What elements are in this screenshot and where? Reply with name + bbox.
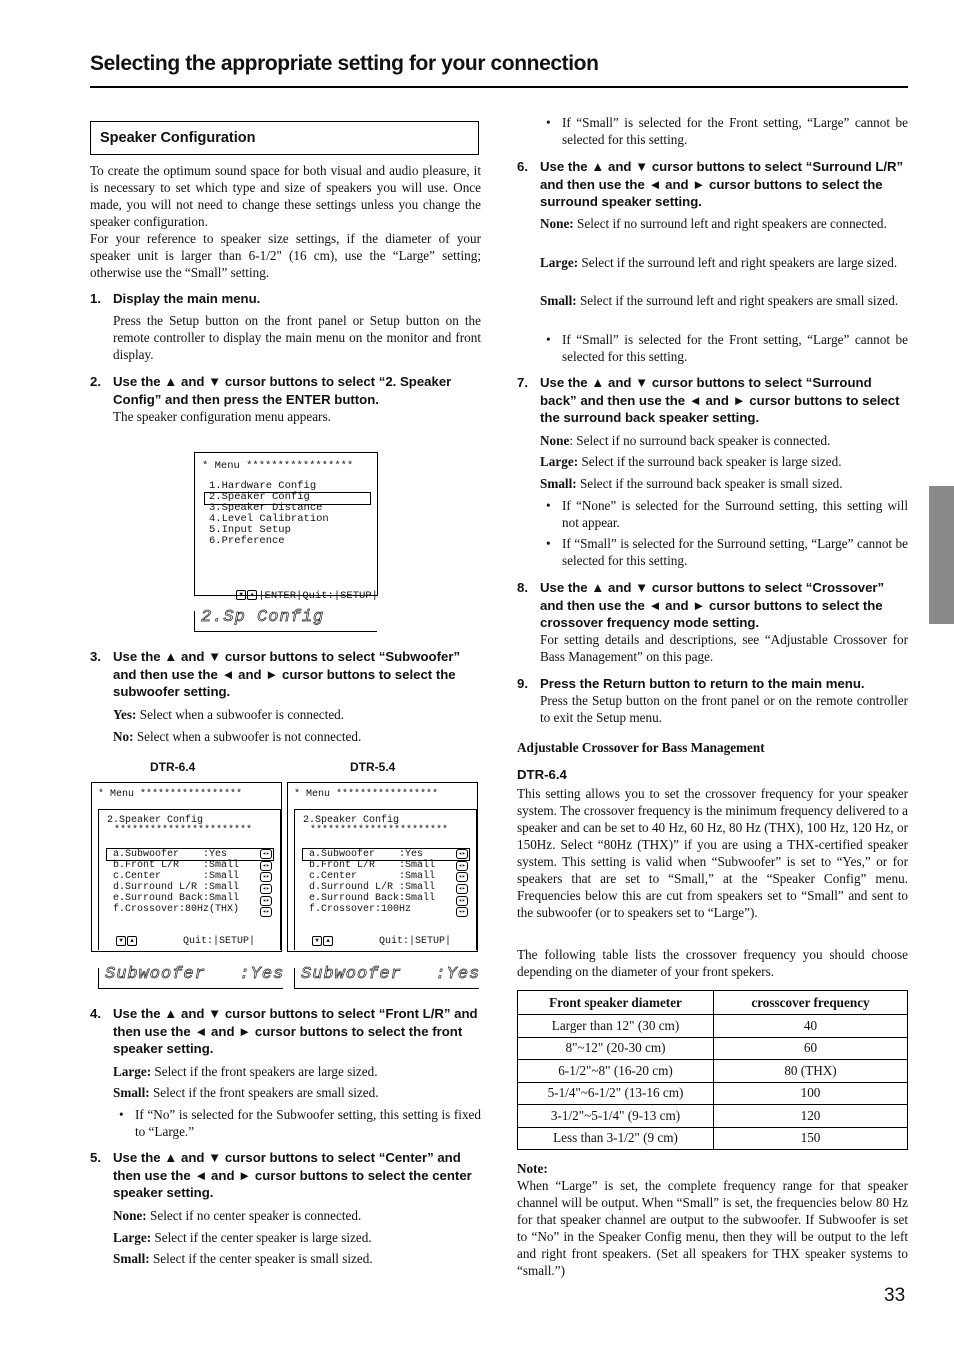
step-8-title — [517, 579, 908, 632]
table-cell-frequency: 150 — [714, 1127, 908, 1150]
table-row — [518, 1105, 908, 1128]
table-cell-diameter: 8"~12" (20-30 cm) — [518, 1037, 714, 1060]
step-8-title-text: Use the ▲ and ▼ cursor buttons to select “Crossover” and then use the ◄ and ► cursor buttons to select the crossover frequency mode setting. — [540, 580, 885, 630]
step-3-yes — [113, 706, 481, 723]
step-5-number: 5. — [90, 1150, 101, 1165]
table-cell-diameter: 3-1/2"~5-1/4" (9-13 cm) — [518, 1105, 714, 1128]
screen-a-lr-icons — [260, 849, 272, 919]
section-heading-box — [90, 121, 479, 155]
step-5-title-text: Use the ▲ and ▼ cursor buttons to select “Center” and then use the ◄ and ► cursor buttons to select the center speaker setting. — [113, 1150, 472, 1200]
left-right-icon: ◂▸ — [260, 907, 272, 917]
page-number: 33 — [884, 1285, 906, 1306]
step-5-large — [113, 1229, 481, 1246]
step-4-small — [113, 1084, 481, 1101]
speaker-config-screen-dtr64 — [91, 782, 282, 952]
screen-b-footer: Quit:|SETUP| — [379, 936, 452, 947]
step-7-number: 7. — [517, 375, 528, 390]
table-cell-frequency: 120 — [714, 1105, 908, 1128]
down-arrow-icon: ▼ — [312, 936, 322, 946]
left-right-icon: ◂▸ — [456, 849, 468, 859]
step-7-bullet-2: • If “Small” is selected for the Surround setting, “Large” cannot be selected for this setting. — [517, 535, 908, 569]
table-cell-frequency: 80 (THX) — [714, 1060, 908, 1083]
screen-a-caption: DTR-6.4 — [150, 760, 196, 774]
step-6-small — [540, 292, 908, 309]
step-1-body: Press the Setup button on the front panel or Setup button on the remote controller to display the main menu on the monitor and front display. — [113, 313, 481, 362]
table-intro: The following table lists the crossover frequency you should choose depending on the diameter of your front spekers. — [517, 947, 908, 979]
table-row — [518, 1037, 908, 1060]
up-arrow-icon: ▲ — [323, 936, 333, 946]
left-right-icon: ◂▸ — [456, 884, 468, 894]
step-8-body: For setting details and descriptions, see “Adjustable Crossover for Bass Management” on this page. — [540, 632, 908, 664]
up-arrow-icon: ▲ — [247, 590, 257, 600]
note-body: When “Large” is set, the complete frequency range for that speaker channel will be output. When “Small” is set, the frequencies below 80 Hz for that speaker channel are output to the subwoofer. If Subwoofer is set to “No” in the Speaker Config menu, then they will be output to the left and right front speakers. (Set all speakers for THX speaker systems to “small.”) — [517, 1178, 908, 1278]
front-display-lcd — [194, 608, 377, 632]
step-6-number: 6. — [517, 159, 528, 174]
note-label: Note: — [517, 1161, 548, 1176]
left-right-icon: ◂▸ — [260, 849, 272, 859]
screen-a-lcd-text: Subwoofer :Yes — [105, 965, 285, 984]
speaker-config-screen-dtr54 — [287, 782, 478, 952]
step-7-none-text: : Select if no surround back speaker is connected. — [569, 433, 831, 448]
step-9-body: Press the Setup button on the front panel or on the remote controller to exit the Setup menu. — [540, 693, 908, 725]
step-6-none — [540, 215, 908, 232]
table-row — [518, 1015, 908, 1038]
table-header-frequency: crosscover frequency — [714, 991, 908, 1015]
screen-a-nav-icons — [116, 936, 138, 948]
table-row — [518, 1082, 908, 1105]
screen-b-row-6: f.Crossover:100Hz — [309, 904, 412, 915]
step-4-bullet: • If “No” is selected for the Subwoofer setting, this setting is fixed to “Large.” — [90, 1106, 481, 1140]
table-row — [518, 1060, 908, 1083]
step-6-title — [517, 158, 908, 211]
step-4-small-text: Select if the front speakers are small sized. — [149, 1085, 379, 1100]
screen-b-header: * Menu ***************** — [294, 789, 439, 800]
side-tab-marker — [929, 486, 954, 624]
screen-b-row-2: b.Front L/R :Small — [309, 860, 436, 871]
step-5-small — [113, 1250, 481, 1267]
up-arrow-icon: ▲ — [127, 936, 137, 946]
screen-a-row-3: c.Center :Small — [113, 871, 240, 882]
step-1-title-text: Display the main menu. — [113, 291, 261, 306]
step-1-title — [90, 290, 481, 308]
step-3-title — [90, 648, 481, 701]
table-cell-frequency: 40 — [714, 1015, 908, 1038]
step-5-large-label: Large: — [113, 1230, 152, 1245]
menu-header: * Menu ***************** — [202, 460, 354, 472]
left-right-icon: ◂▸ — [260, 861, 272, 871]
down-arrow-icon: ▼ — [236, 590, 246, 600]
front-display-text: 2.Sp Config — [201, 608, 325, 627]
table-row — [518, 1127, 908, 1150]
screen-b-lcd-text: Subwoofer :Yes — [301, 965, 481, 984]
step-3-number: 3. — [90, 649, 101, 664]
main-menu-screen — [194, 452, 378, 602]
step-6-none-label: None: — [540, 216, 574, 231]
screen-a-header: * Menu ***************** — [98, 789, 243, 800]
step-5-large-text: Select if the center speaker is large sized. — [151, 1230, 372, 1245]
screen-b-lcd — [294, 965, 481, 989]
screen-b-nav-icons — [312, 936, 334, 948]
step-7-none — [540, 432, 908, 449]
screen-a-lcd — [98, 965, 285, 989]
step-6-bullet: • If “Small” is selected for the Front setting, “Large” cannot be selected for this setting. — [517, 331, 908, 365]
crossover-heading: Adjustable Crossover for Bass Management — [517, 740, 765, 755]
screen-a-row-4: d.Surround L/R :Small — [113, 882, 240, 893]
left-right-icon: ◂▸ — [260, 884, 272, 894]
step-7-small — [540, 475, 908, 492]
step-4-number: 4. — [90, 1006, 101, 1021]
step-5-title — [90, 1149, 481, 1202]
table-cell-diameter: Less than 3-1/2" (9 cm) — [518, 1127, 714, 1150]
menu-item-3: 3.Speaker Distance — [209, 502, 323, 514]
left-right-icon: ◂▸ — [260, 896, 272, 906]
step-7-title — [517, 374, 908, 427]
screen-b-title: 2.Speaker Config — [303, 815, 400, 826]
step-6-title-text: Use the ▲ and ▼ cursor buttons to select “Surround L/R” and then use the ◄ and ► cursor buttons to select the surround speaker setting. — [540, 159, 904, 209]
step-9-number: 9. — [517, 676, 528, 691]
menu-item-1: 1.Hardware Config — [209, 480, 317, 492]
left-right-icon: ◂▸ — [456, 896, 468, 906]
step-7-large-label: Large: — [540, 454, 579, 469]
screen-a-row-5: e.Surround Back:Small — [113, 893, 240, 904]
step-1-number: 1. — [90, 291, 101, 306]
step-7-small-label: Small: — [540, 476, 577, 491]
step-2-title — [90, 373, 481, 408]
step-4-large — [113, 1063, 481, 1080]
step-4-title — [90, 1005, 481, 1058]
step-3-no-label: No: — [113, 729, 134, 744]
page-title: Selecting the appropriate setting for your connection — [90, 52, 599, 75]
screen-a-stars: *********************** — [114, 825, 253, 836]
step-4-large-text: Select if the front speakers are large sized. — [151, 1064, 378, 1079]
front-setting-bullet: • If “Small” is selected for the Front setting, “Large” cannot be selected for this setting. — [517, 114, 908, 148]
menu-footer-text: |ENTER|Quit:|SETUP| — [258, 589, 378, 602]
step-9-title — [517, 675, 908, 693]
step-5-small-label: Small: — [113, 1251, 150, 1266]
step-3-title-text: Use the ▲ and ▼ cursor buttons to select “Subwoofer” and then use the ◄ and ► cursor buttons to select the subwoofer setting. — [113, 649, 461, 699]
title-rule — [90, 86, 908, 88]
step-2-body: The speaker configuration menu appears. — [113, 409, 331, 424]
crossover-table — [517, 990, 908, 1150]
step-3-yes-text: Select when a subwoofer is connected. — [136, 707, 345, 722]
intro-paragraph-2: For your reference to speaker size settings, if the diameter of your speaker unit is larger than 6-1/2" (16 cm), use the “Large” setting; otherwise use the “Small” setting. — [90, 231, 481, 280]
section-heading: Speaker Configuration — [100, 130, 256, 146]
step-6-large-text: Select if the surround left and right speakers are large sized. — [578, 255, 898, 270]
step-5-none — [113, 1207, 481, 1224]
step-5-none-label: None: — [113, 1208, 147, 1223]
screen-b-row-4: d.Surround L/R :Small — [309, 882, 436, 893]
left-right-icon: ◂▸ — [456, 861, 468, 871]
step-9-title-text: Press the Return button to return to the main menu. — [540, 676, 865, 691]
step-3-yes-label: Yes: — [113, 707, 137, 722]
step-2-title-text: Use the ▲ and ▼ cursor buttons to select “2. Speaker Config” and then press the ENTER button. — [113, 374, 452, 407]
step-6-large — [540, 254, 908, 271]
table-cell-frequency: 100 — [714, 1082, 908, 1105]
menu-item-2: 2.Speaker Config — [209, 491, 310, 503]
table-cell-frequency: 60 — [714, 1037, 908, 1060]
table-cell-diameter: Larger than 12" (30 cm) — [518, 1015, 714, 1038]
screen-a-row-6: f.Crossover:80Hz(THX) — [113, 904, 240, 915]
step-4-title-text: Use the ▲ and ▼ cursor buttons to select “Front L/R” and then use the ◄ and ► cursor buttons to select the front speaker setting. — [113, 1006, 478, 1056]
screen-b-row-3: c.Center :Small — [309, 871, 436, 882]
screen-b-lr-icons — [456, 849, 468, 919]
step-5-small-text: Select if the center speaker is small sized. — [149, 1251, 373, 1266]
left-right-icon: ◂▸ — [260, 872, 272, 882]
screen-b-stars: *********************** — [310, 825, 449, 836]
step-2-number: 2. — [90, 374, 101, 389]
step-7-none-label: None — [540, 433, 570, 448]
menu-item-4: 4.Level Calibration — [209, 513, 329, 525]
step-3-no — [113, 728, 481, 745]
step-3-no-text: Select when a subwoofer is not connected. — [133, 729, 362, 744]
intro-paragraph-1: To create the optimum sound space for both visual and audio pleasure, it is necessary to set which type and size of speakers you will use. Once made, you will not need to change these settings unless you change the speaker configuration. — [90, 163, 481, 229]
step-6-large-label: Large: — [540, 255, 579, 270]
step-4-small-label: Small: — [113, 1085, 150, 1100]
table-cell-diameter: 5-1/4"~6-1/2" (13-16 cm) — [518, 1082, 714, 1105]
step-7-large — [540, 453, 908, 470]
crossover-body: This setting allows you to set the crossover frequency for your speaker system. The crossover frequency is the minimum frequency delivered to a speaker and can be set to 40 Hz, 60 Hz, 80 Hz (THX), 100 Hz, 120 Hz, or 150Hz. Select “80Hz (THX)” if you are using a THX-certified speaker system. This setting is valid when “Subwoofer” is set to “Yes,” or for speakers that are set to “Small,” at the “Speaker Config” menu. Frequencies below this are cut from speakers set to “Small” and sent to the subwoofer (or to speakers set to “Large”). — [517, 786, 908, 920]
step-6-small-label: Small: — [540, 293, 577, 308]
step-7-title-text: Use the ▲ and ▼ cursor buttons to select “Surround back” and then use the ◄ and ► cursor buttons to select the surround back speaker setting. — [540, 375, 900, 425]
step-4-large-label: Large: — [113, 1064, 152, 1079]
screen-b-row-1: a.Subwoofer :Yes — [309, 849, 424, 860]
table-header-row — [518, 991, 908, 1015]
screen-a-row-1: a.Subwoofer :Yes — [113, 849, 228, 860]
step-8-number: 8. — [517, 580, 528, 595]
screen-b-caption: DTR-5.4 — [350, 760, 396, 774]
screen-a-footer: Quit:|SETUP| — [183, 936, 256, 947]
step-7-bullet-1: • If “None” is selected for the Surround setting, this setting will not appear. — [517, 497, 908, 531]
step-7-large-text: Select if the surround back speaker is large sized. — [578, 454, 842, 469]
step-6-none-text: Select if no surround left and right speakers are connected. — [573, 216, 887, 231]
table-cell-diameter: 6-1/2"~8" (16-20 cm) — [518, 1060, 714, 1083]
step-6-small-text: Select if the surround left and right speakers are small sized. — [576, 293, 899, 308]
left-right-icon: ◂▸ — [456, 907, 468, 917]
step-5-none-text: Select if no center speaker is connected. — [146, 1208, 362, 1223]
down-arrow-icon: ▼ — [116, 936, 126, 946]
model-heading: DTR-6.4 — [517, 767, 567, 782]
menu-item-5: 5.Input Setup — [209, 524, 291, 536]
screen-b-row-5: e.Surround Back:Small — [309, 893, 436, 904]
screen-a-title: 2.Speaker Config — [107, 815, 204, 826]
table-header-diameter: Front speaker diameter — [518, 991, 714, 1015]
screen-a-row-2: b.Front L/R :Small — [113, 860, 240, 871]
left-right-icon: ◂▸ — [456, 872, 468, 882]
step-7-small-text: Select if the surround back speaker is small sized. — [576, 476, 843, 491]
menu-item-6: 6.Preference — [209, 535, 285, 547]
